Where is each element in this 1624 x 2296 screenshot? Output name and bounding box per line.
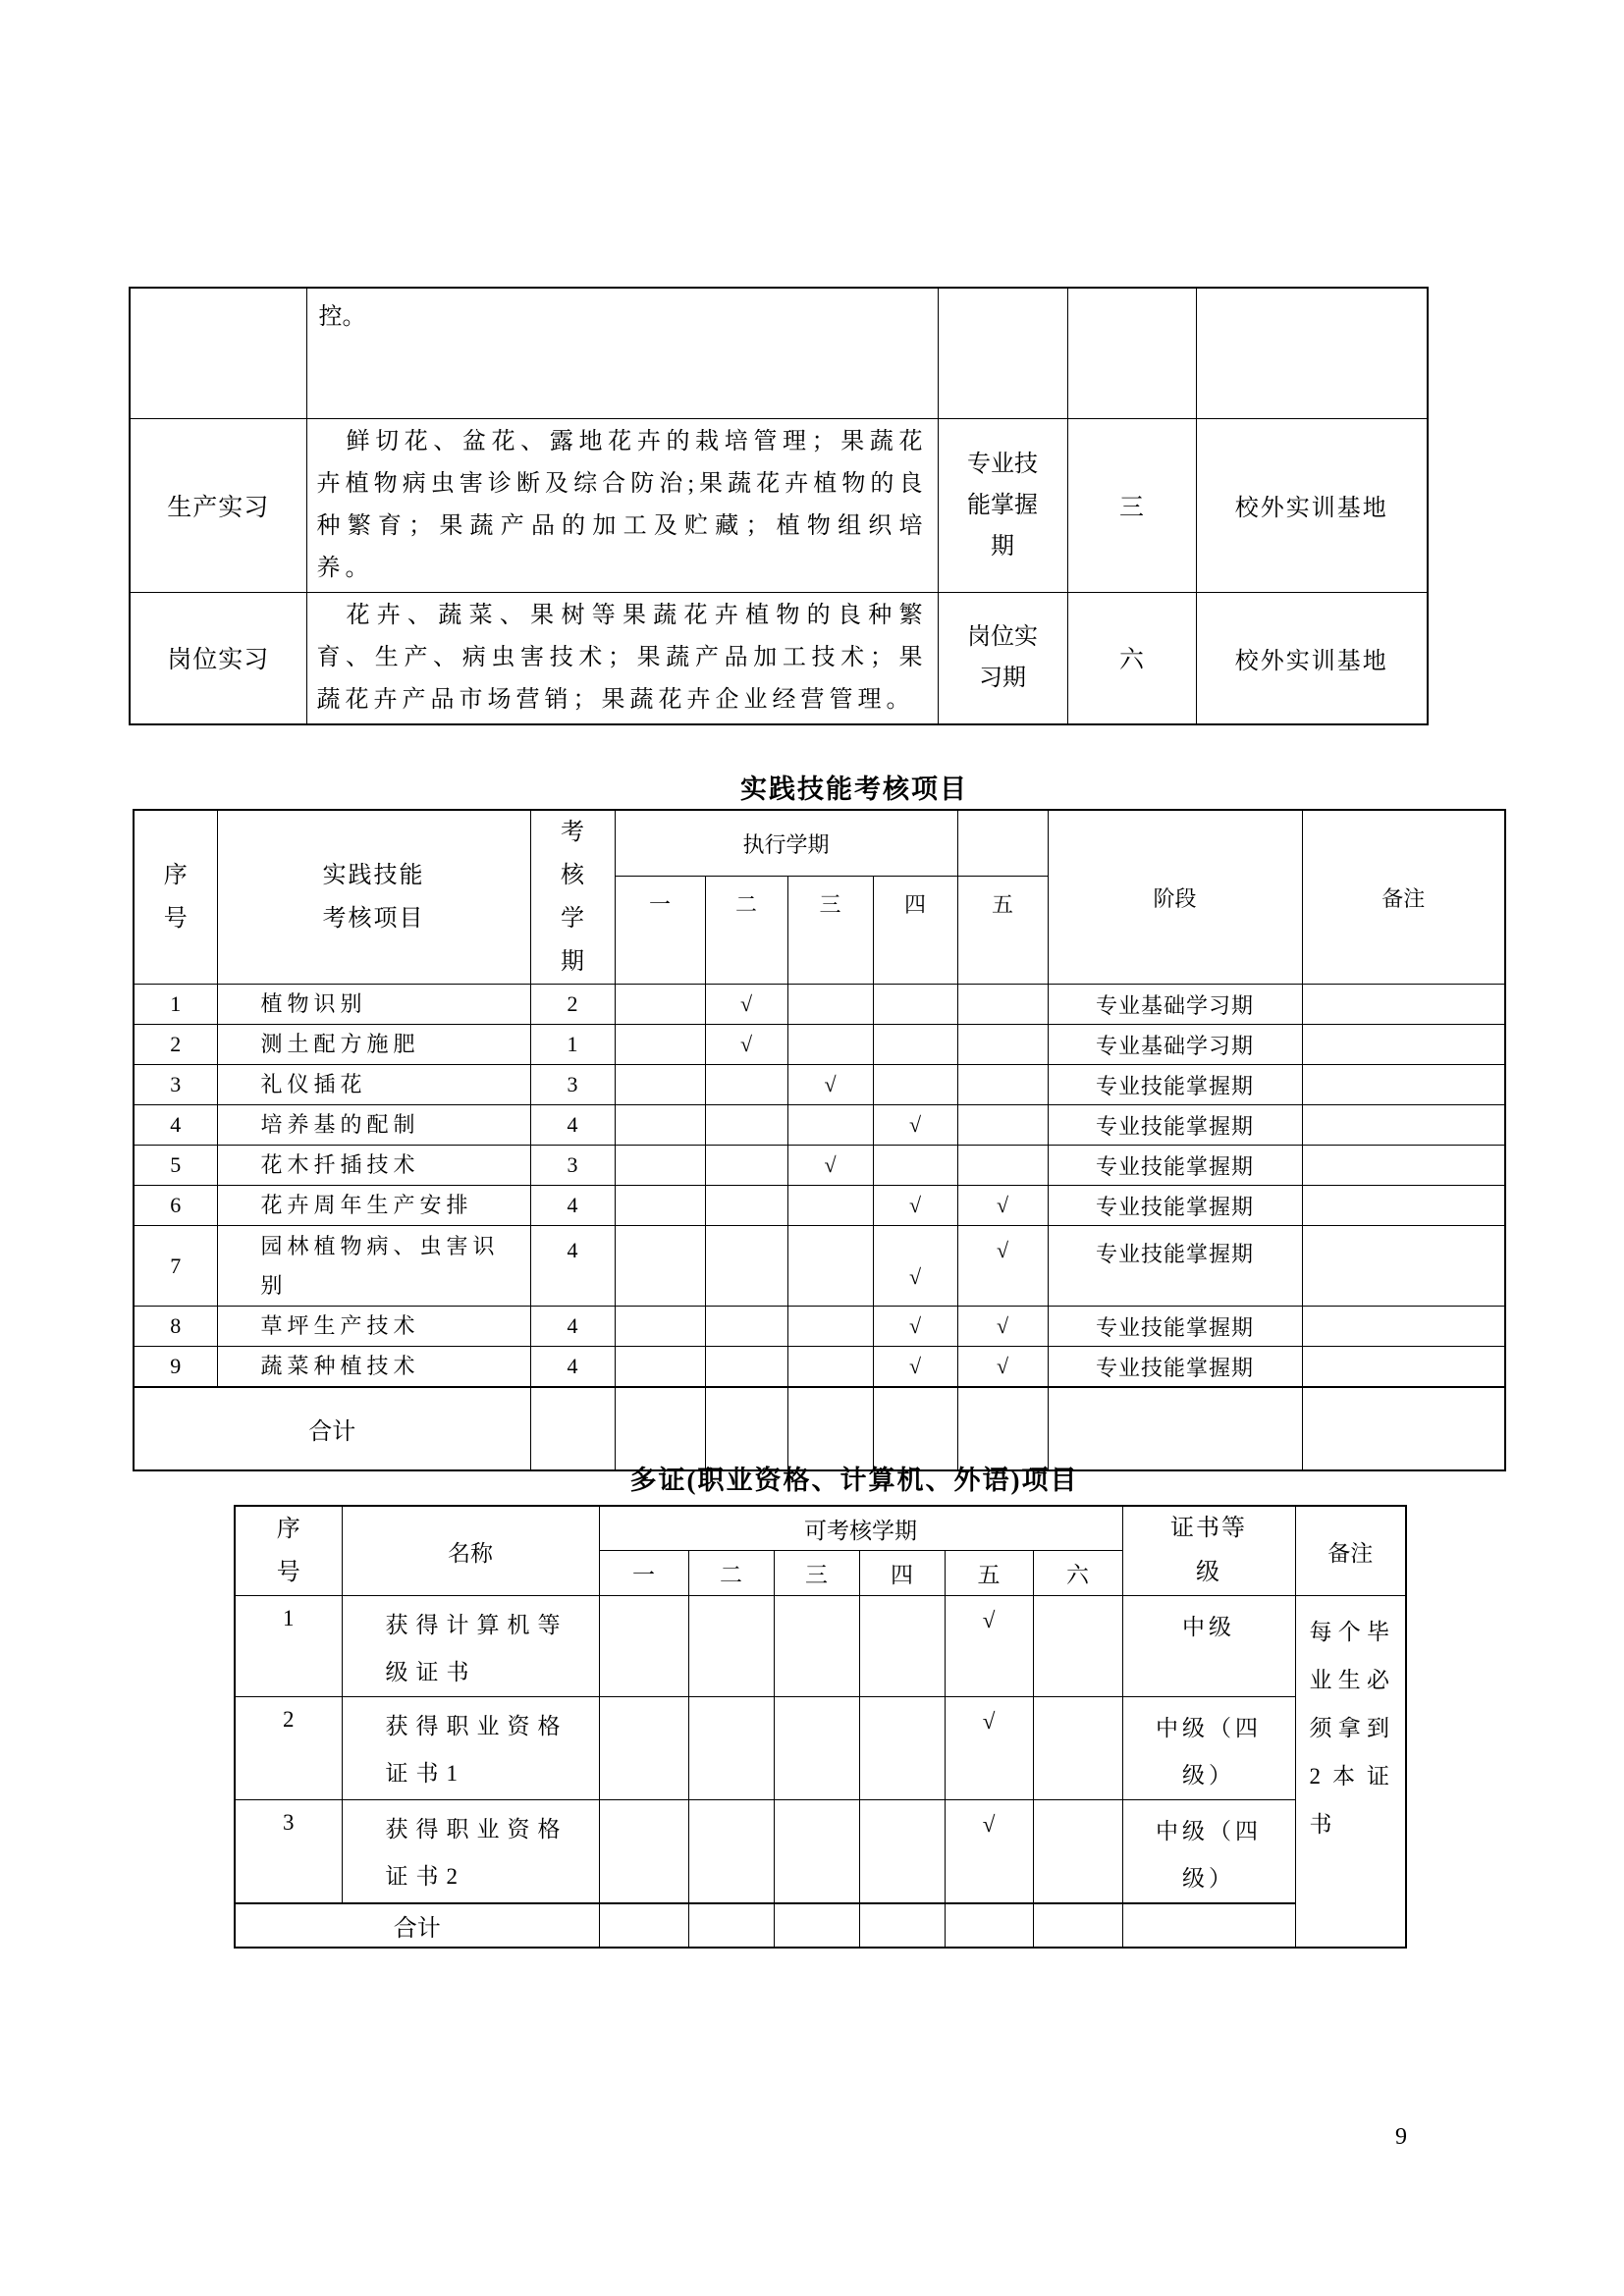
item-cell: 培养基的配制 [217,1105,530,1146]
check-cell [787,1105,873,1146]
check-cell [615,1105,705,1146]
item-cell: 花木扦插技术 [217,1146,530,1186]
name-header: 名称 [342,1506,599,1596]
remark-header: 备注 [1295,1506,1406,1596]
row-number-cell: 1 [134,985,217,1025]
item-cell: 礼仪插花 [217,1065,530,1105]
semester-cell [1067,288,1196,418]
row-number-cell: 4 [134,1105,217,1146]
assess-cell: 3 [530,1065,615,1105]
table-row [134,985,1505,1025]
level-cell: 中级（四级） [1122,1800,1295,1904]
check-cell: √ [945,1800,1033,1904]
check-cell [787,1186,873,1226]
remark-header: 备注 [1302,810,1505,985]
row-number-cell: 6 [134,1186,217,1226]
course-content-cell: 鲜切花、盆花、露地花卉的栽培管理；果蔬花卉植物病虫害诊断及综合防治;果蔬花卉植物的良种繁育；果蔬产品的加工及贮藏；植物组织培养。 [306,418,938,592]
semester-6-header: 六 [1033,1551,1122,1596]
header-row [134,810,1505,877]
level-cell: 中级（四级） [1122,1697,1295,1800]
assess-cell: 2 [530,985,615,1025]
empty-cell [859,1903,945,1948]
table-row [130,288,1428,418]
check-cell [787,985,873,1025]
check-cell [615,1226,705,1307]
semester-5-header: 五 [945,1551,1033,1596]
table-row [235,1596,1406,1697]
table-row [134,1186,1505,1226]
item-cell: 园林植物病、虫害识别 [217,1226,530,1307]
remark-cell [1302,1065,1505,1105]
table-row [235,1800,1406,1904]
check-cell [705,1105,787,1146]
check-cell [774,1697,859,1800]
item-cell: 草坪生产技术 [217,1307,530,1347]
course-name-cell: 生产实习 [130,418,306,592]
cert-table [234,1505,1407,1949]
course-name-cell: 岗位实习 [130,592,306,724]
check-cell: √ [957,1347,1048,1388]
stage-cell: 专业基础学习期 [1048,1025,1302,1065]
cert-table-title: 多证(职业资格、计算机、外语)项目 [629,1466,1079,1495]
table-row [130,592,1428,724]
course-content-cell: 控。 [306,288,938,418]
check-cell: √ [873,1186,957,1226]
row-number-cell: 1 [235,1596,342,1697]
check-cell [859,1697,945,1800]
remark-cell [1302,1105,1505,1146]
check-cell [873,1065,957,1105]
check-cell: √ [787,1065,873,1105]
check-cell [787,1025,873,1065]
remark-cell [1302,1146,1505,1186]
check-cell [615,1065,705,1105]
check-cell [688,1697,774,1800]
check-cell [705,1065,787,1105]
exec-semester-header: 执行学期 [615,810,957,877]
assess-cell: 4 [530,1347,615,1388]
row-number-cell: 2 [235,1697,342,1800]
assess-cell: 3 [530,1146,615,1186]
check-cell [599,1800,688,1904]
semester-3-header: 三 [774,1551,859,1596]
stage-cell: 专业基础学习期 [1048,985,1302,1025]
check-cell [705,1186,787,1226]
total-label-cell: 合计 [134,1387,530,1470]
item-cell: 花卉周年生产安排 [217,1186,530,1226]
assess-cell: 4 [530,1186,615,1226]
stage-cell: 专业技能掌握期 [1048,1186,1302,1226]
level-header: 证书等级 [1122,1506,1295,1596]
check-cell [859,1596,945,1697]
check-cell [957,1146,1048,1186]
semester-cell: 三 [1067,418,1196,592]
header-row [235,1506,1406,1551]
assess-semester-header: 考核学期 [530,810,615,985]
check-cell: √ [705,985,787,1025]
check-cell [615,1307,705,1347]
check-cell [688,1596,774,1697]
table-row [134,1226,1505,1307]
table-row [134,1065,1505,1105]
stage-cell: 专业技能掌握期 [1048,1226,1302,1307]
check-cell [957,1105,1048,1146]
table-row [235,1697,1406,1800]
remark-cell [1302,1186,1505,1226]
check-cell [957,985,1048,1025]
semester-4-header: 四 [859,1551,945,1596]
row-number-cell: 2 [134,1025,217,1065]
remark-cell [1302,1347,1505,1388]
cert-name-cell: 获得职业资格证书1 [342,1697,599,1800]
check-cell [787,1347,873,1388]
location-cell: 校外实训基地 [1196,592,1428,724]
stage-header: 阶段 [1048,810,1302,985]
table-row [134,1307,1505,1347]
stage-cell: 岗位实习期 [938,592,1067,724]
check-cell [615,1146,705,1186]
check-cell: √ [945,1596,1033,1697]
check-cell [774,1596,859,1697]
check-cell: √ [787,1146,873,1186]
table-row [134,1105,1505,1146]
internship-table [129,287,1429,725]
row-number-cell: 8 [134,1307,217,1347]
cert-name-cell: 获得计算机等级证书 [342,1596,599,1697]
check-cell [957,1065,1048,1105]
check-cell: √ [957,1226,1048,1307]
table-row [130,418,1428,592]
practice-table-title: 实践技能考核项目 [740,774,968,804]
total-label-cell: 合计 [235,1903,599,1948]
semester-3-header: 三 [787,877,873,985]
assess-cell: 4 [530,1105,615,1146]
check-cell [873,985,957,1025]
remark-cell [1302,1025,1505,1065]
stage-cell: 专业技能掌握期 [1048,1065,1302,1105]
total-row [235,1903,1406,1948]
empty-cell [945,1903,1033,1948]
assess-cell: 4 [530,1307,615,1347]
remark-cell [1302,1307,1505,1347]
remark-cell [1302,985,1505,1025]
empty-cell [1033,1903,1122,1948]
semester-5-header: 五 [957,877,1048,985]
table-row [134,1025,1505,1065]
semester-1-header: 一 [615,877,705,985]
stage-cell: 专业技能掌握期 [1048,1105,1302,1146]
row-number-cell: 5 [134,1146,217,1186]
check-cell: √ [873,1347,957,1388]
check-cell [615,1347,705,1388]
item-cell: 植物识别 [217,985,530,1025]
check-cell [859,1800,945,1904]
check-cell: √ [705,1025,787,1065]
semester-4-header: 四 [873,877,957,985]
course-name-cell [130,288,306,418]
check-cell [599,1697,688,1800]
check-cell [873,1146,957,1186]
check-cell [957,1025,1048,1065]
index-header: 序号 [235,1506,342,1596]
check-cell: √ [945,1697,1033,1800]
practice-skills-table [133,809,1506,1471]
empty-header-cell [957,810,1048,877]
check-cell [615,1025,705,1065]
empty-cell [774,1903,859,1948]
stage-cell [938,288,1067,418]
check-cell [1033,1697,1122,1800]
remark-cell [1302,1226,1505,1307]
check-cell [705,1307,787,1347]
stage-cell: 专业技能掌握期 [938,418,1067,592]
item-header: 实践技能考核项目 [217,810,530,985]
empty-cell [599,1903,688,1948]
check-cell: √ [873,1105,957,1146]
assess-cell: 4 [530,1226,615,1307]
check-cell [599,1596,688,1697]
semester-2-header: 二 [688,1551,774,1596]
table-row [134,1347,1505,1388]
check-cell [615,1186,705,1226]
check-cell: √ [873,1226,957,1307]
course-content-cell: 花卉、蔬菜、果树等果蔬花卉植物的良种繁育、生产、病虫害技术；果蔬产品加工技术；果蔬花卉产品市场营销；果蔬花卉企业经营管理。 [306,592,938,724]
check-cell [1033,1596,1122,1697]
check-cell [615,985,705,1025]
semester-2-header: 二 [705,877,787,985]
row-number-cell: 3 [134,1065,217,1105]
check-cell: √ [957,1186,1048,1226]
page-number: 9 [1395,2124,1407,2150]
check-cell [787,1226,873,1307]
level-cell: 中级 [1122,1596,1295,1697]
row-number-cell: 3 [235,1800,342,1904]
assess-cell: 1 [530,1025,615,1065]
stage-cell: 专业技能掌握期 [1048,1307,1302,1347]
check-cell [787,1307,873,1347]
row-number-cell: 7 [134,1226,217,1307]
item-cell: 测土配方施肥 [217,1025,530,1065]
check-cell: √ [957,1307,1048,1347]
table-row [134,1146,1505,1186]
check-cell: √ [873,1307,957,1347]
check-cell [705,1226,787,1307]
semester-cell: 六 [1067,592,1196,724]
row-number-cell: 9 [134,1347,217,1388]
cert-name-cell: 获得职业资格证书2 [342,1800,599,1904]
stage-cell: 专业技能掌握期 [1048,1146,1302,1186]
check-cell [873,1025,957,1065]
location-cell [1196,288,1428,418]
check-cell [1033,1800,1122,1904]
check-cell [705,1347,787,1388]
empty-cell [688,1903,774,1948]
stage-cell: 专业技能掌握期 [1048,1347,1302,1388]
location-cell: 校外实训基地 [1196,418,1428,592]
check-cell [705,1146,787,1186]
item-cell: 蔬菜种植技术 [217,1347,530,1388]
index-header: 序号 [134,810,217,985]
semester-group-header: 可考核学期 [599,1506,1122,1551]
empty-cell [1122,1903,1295,1948]
remark-note-cell: 每个毕业生必须拿到2本证书 [1295,1596,1406,1949]
check-cell [774,1800,859,1904]
semester-1-header: 一 [599,1551,688,1596]
check-cell [688,1800,774,1904]
